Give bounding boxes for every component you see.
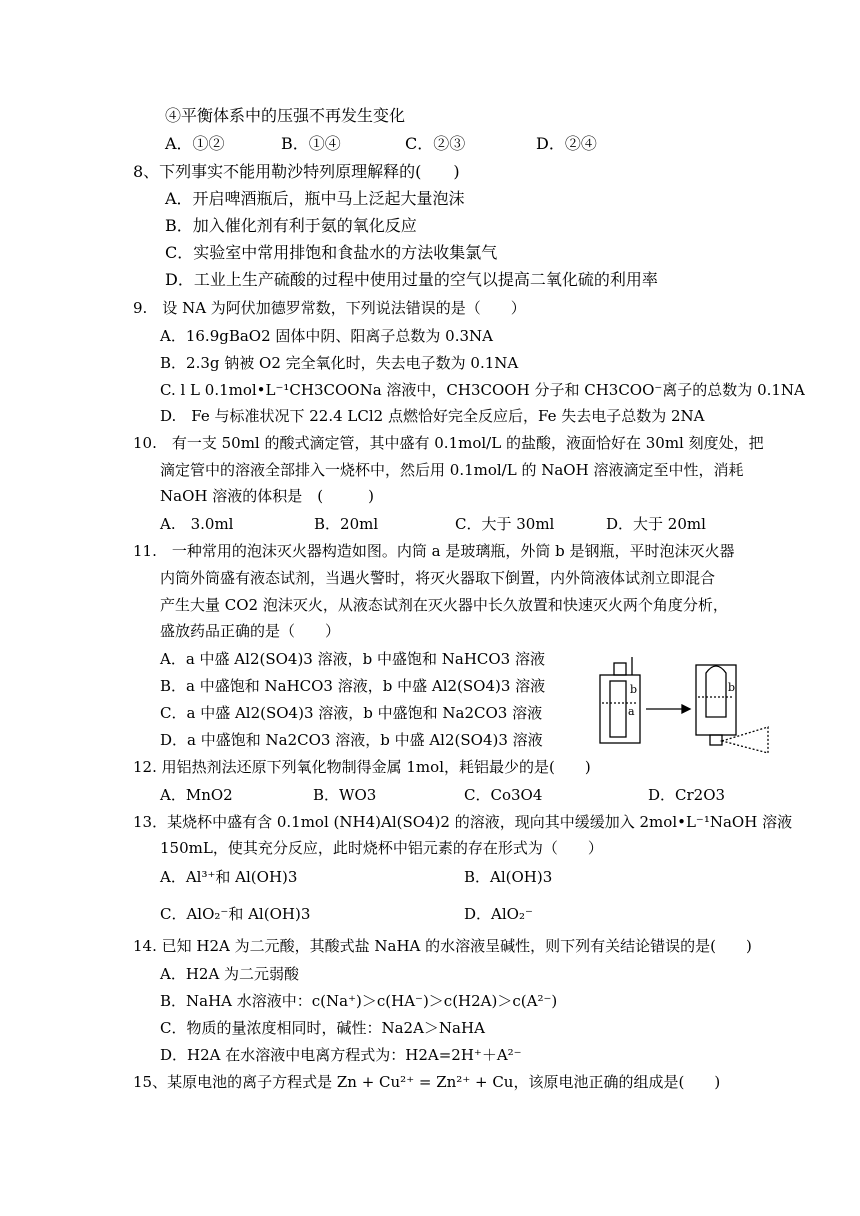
q10-option-c: C．大于 30ml	[455, 515, 555, 533]
q13-stem-2: 150mL，使其充分反应，此时烧杯中铝元素的存在形式为（ ）	[160, 839, 603, 857]
q13-stem: 13．某烧杯中盛有含 0.1mol (NH4)Al(SO4)2 的溶液，现向其中缓缓加入 2mol•L⁻¹NaOH 溶液	[133, 813, 793, 831]
q10-stem-2: 滴定管中的溶液全部排入一烧杯中，然后用 0.1mol/L 的 NaOH 溶液滴定至中性，消耗	[160, 461, 744, 479]
q11-option-c: C．a 中盛 Al2(SO4)3 溶液，b 中盛饱和 Na2CO3 溶液	[160, 704, 543, 722]
q12-option-b: B．WO3	[313, 786, 377, 804]
label-a: a	[628, 705, 635, 718]
q13-option-b: B．Al(OH)3	[464, 868, 553, 886]
q8-stem: 8、下列事实不能用勒沙特列原理解释的( )	[133, 162, 460, 181]
q12-option-c: C．Co3O4	[464, 786, 543, 804]
q10-stem-3: NaOH 溶液的体积是 ( )	[160, 487, 374, 505]
q8-option-b: B．加入催化剂有利于氨的氧化反应	[165, 216, 417, 235]
q14-option-c: C．物质的量浓度相同时，碱性：Na2A＞NaHA	[160, 1019, 485, 1037]
inverted-inner-bottle	[706, 666, 726, 717]
q10-option-a: A. 3.0ml	[160, 515, 234, 533]
q7-option-c: C．②③	[405, 134, 466, 153]
q12-stem: 12. 用铝热剂法还原下列氧化物制得金属 1mol，耗铝最少的是( )	[133, 758, 591, 776]
q12-option-a: A．MnO2	[160, 786, 233, 804]
q11-option-b: B．a 中盛饱和 NaHCO3 溶液，b 中盛 Al2(SO4)3 溶液	[160, 677, 546, 695]
fire-extinguisher-figure	[590, 657, 770, 757]
q10-stem: 10. 有一支 50ml 的酸式滴定管，其中盛有 0.1mol/L 的盐酸，液面恰好在 30ml 刻度处，把	[133, 434, 764, 452]
q7-option-a: A．①②	[165, 134, 225, 153]
label-b: b	[630, 683, 638, 696]
foam-spray	[722, 727, 768, 753]
label-b-inverted: b	[728, 681, 736, 694]
upright-extinguisher-neck	[614, 663, 626, 675]
q7-option-d: D．②④	[536, 134, 597, 153]
q9-option-d: D. Fe 与标准状况下 22.4 LCl2 点燃恰好完全反应后，Fe 失去电子总数为 2NA	[160, 407, 705, 425]
q11-stem-2: 内筒外筒盛有液态试剂，当遇火警时，将灭火器取下倒置，内外筒液体试剂立即混合	[160, 569, 716, 587]
option-4-text: ④平衡体系中的压强不再发生变化	[165, 106, 406, 125]
inverted-extinguisher-body	[696, 665, 736, 735]
q11-option-d: D．a 中盛饱和 Na2CO3 溶液，b 中盛 Al2(SO4)3 溶液	[160, 731, 543, 749]
q9-option-b: B．2.3g 钠被 O2 完全氧化时，失去电子数为 0.1NA	[160, 354, 519, 372]
arrow-head	[682, 705, 690, 713]
q11-stem-3: 产生大量 CO2 泡沫灭火，从液态试剂在灭火器中长久放置和快速灭火两个角度分析，	[160, 596, 728, 614]
q10-option-b: B．20ml	[314, 515, 379, 533]
q7-option-b: B．①④	[281, 134, 341, 153]
q9-option-a: A．16.9gBaO2 固体中阴、阳离子总数为 0.3NA	[160, 327, 493, 345]
q14-stem: 14. 已知 H2A 为二元酸，其酸式盐 NaHA 的水溶液呈碱性，则下列有关结论错误的是( )	[133, 937, 752, 955]
q10-option-d: D．大于 20ml	[606, 515, 706, 533]
q14-option-d: D．H2A 在水溶液中电离方程式为：H2A=2H⁺＋A²⁻	[160, 1046, 522, 1064]
q11-option-a: A．a 中盛 Al2(SO4)3 溶液，b 中盛饱和 NaHCO3 溶液	[160, 650, 545, 668]
q9-stem: 9. 设 NA 为阿伏加德罗常数，下列说法错误的是（ ）	[133, 299, 526, 317]
q14-option-a: A．H2A 为二元弱酸	[160, 965, 300, 983]
q8-option-d: D．工业上生产硫酸的过程中使用过量的空气以提高二氧化硫的利用率	[165, 270, 658, 289]
q15-stem: 15、某原电池的离子方程式是 Zn + Cu²⁺ = Zn²⁺ + Cu，该原电池正确的组成是( )	[133, 1073, 721, 1091]
q13-option-a: A．Al³⁺和 Al(OH)3	[160, 868, 298, 886]
q8-option-c: C．实验室中常用排饱和食盐水的方法收集氯气	[165, 243, 498, 262]
q12-option-d: D．Cr2O3	[648, 786, 726, 804]
q13-option-d: D．AlO₂⁻	[464, 905, 533, 923]
q11-stem-4: 盛放药品正确的是（ ）	[160, 622, 341, 640]
inverted-extinguisher-nozzle	[710, 735, 722, 745]
q9-option-c: C. l L 0.1mol•L⁻¹CH3COONa 溶液中，CH3COOH 分子和 CH3COO⁻离子的总数为 0.1NA	[160, 381, 805, 399]
q11-stem: 11. 一种常用的泡沫灭火器构造如图。内筒 a 是玻璃瓶，外筒 b 是钢瓶，平时泡沫灭火器	[133, 542, 735, 560]
q14-option-b: B．NaHA 水溶液中：c(Na⁺)＞c(HA⁻)＞c(H2A)＞c(A²⁻)	[160, 992, 558, 1010]
q8-option-a: A．开启啤酒瓶后，瓶中马上泛起大量泡沫	[165, 189, 465, 208]
inner-bottle-a	[610, 681, 626, 737]
q13-option-c: C．AlO₂⁻和 Al(OH)3	[160, 905, 311, 923]
